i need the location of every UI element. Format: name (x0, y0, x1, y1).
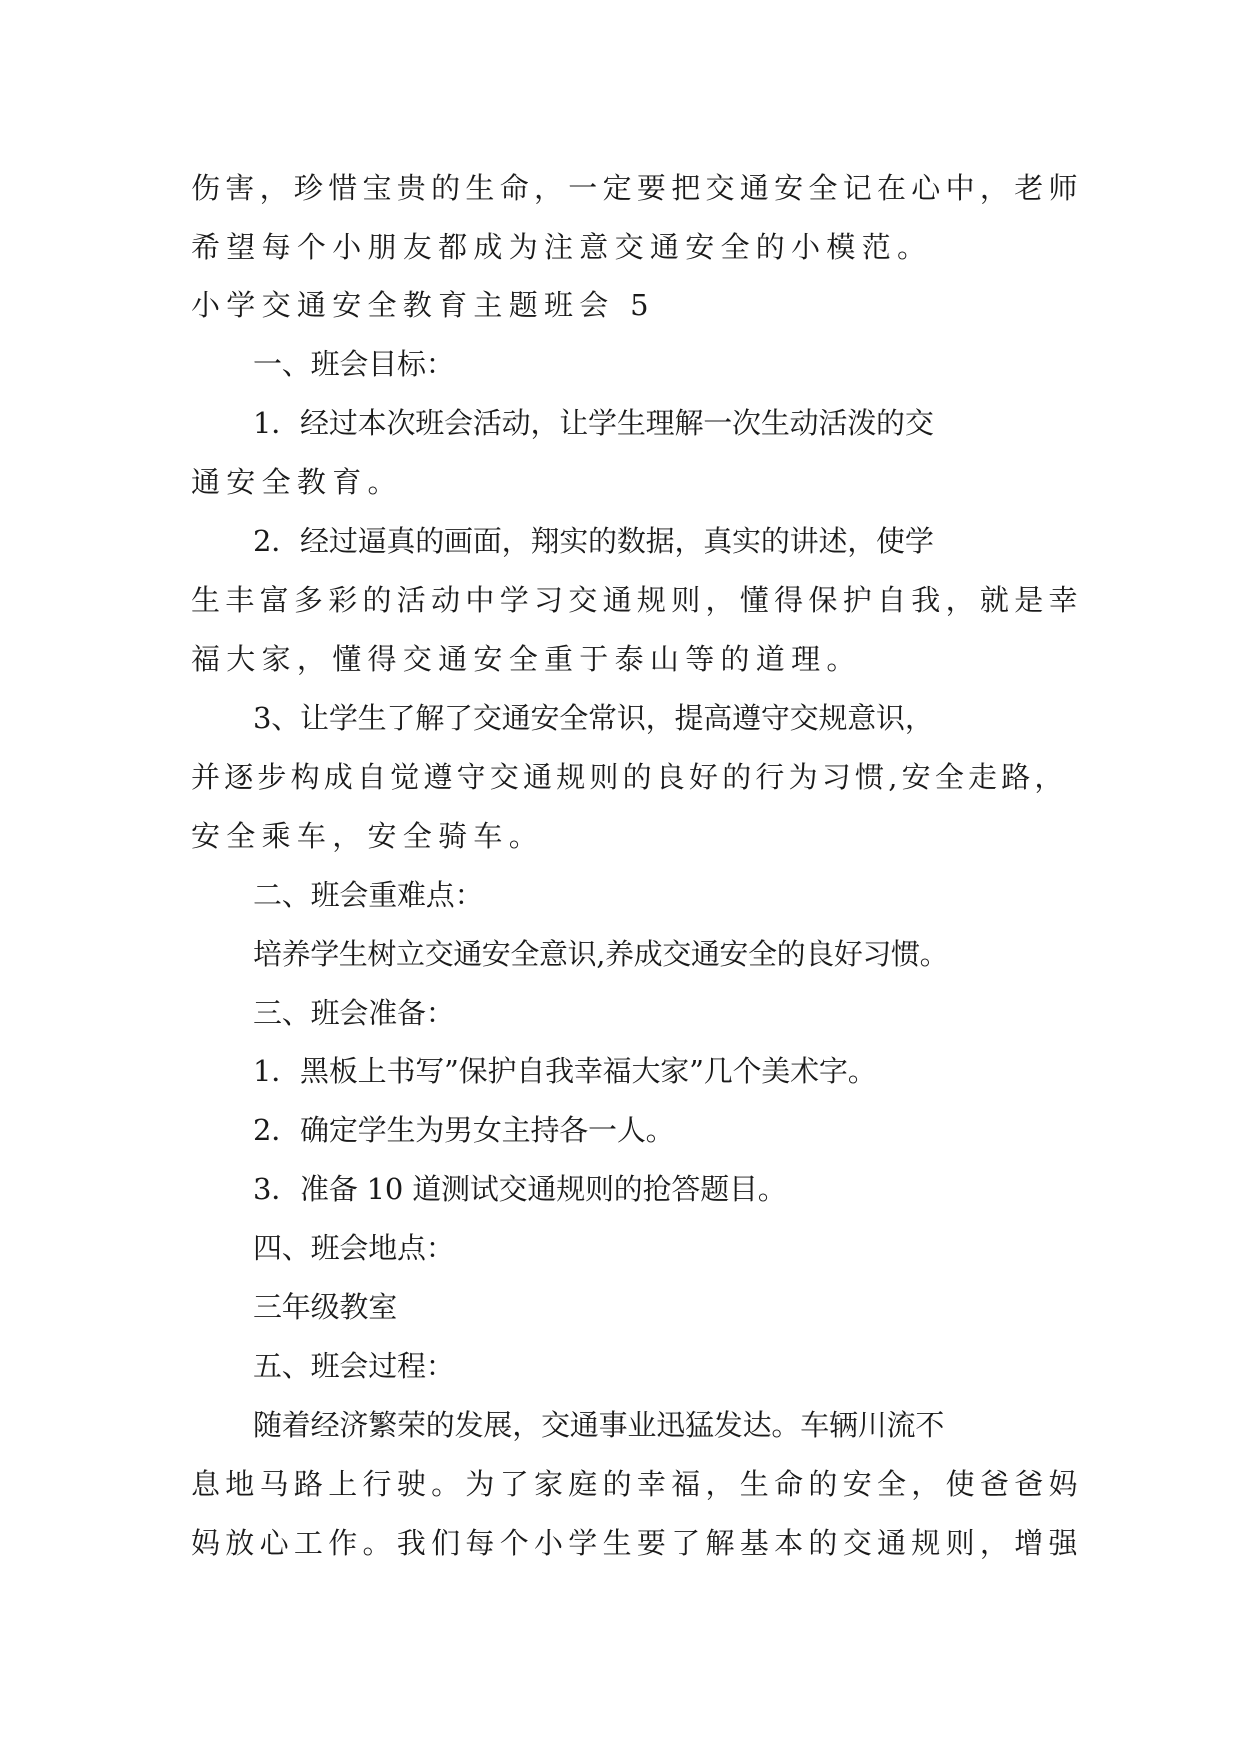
list-item: 1．黑板上书写”保护自我幸福大家”几个美术字。 (253, 1054, 877, 1088)
section-heading: 五、班会过程： (253, 1349, 455, 1383)
list-item: 2．确定学生为男女主持各一人。 (253, 1113, 675, 1147)
section-heading: 三、班会准备： (253, 996, 455, 1030)
section-title: 小学交通安全教育主题班会 5 (191, 288, 655, 322)
list-item: 3．准备 10 道测试交通规则的抢答题目。 (253, 1172, 787, 1206)
paragraph-line: 随着经济繁荣的发展，交通事业迅猛发达。车辆川流不 (253, 1408, 945, 1442)
paragraph-line: 并逐步构成自觉遵守交通规则的良好的行为习惯,安全走路， (191, 760, 1068, 794)
section-heading: 四、班会地点： (253, 1231, 455, 1265)
section-heading: 一、班会目标： (253, 347, 455, 381)
paragraph-line: 3、让学生了解了交通安全常识，提高遵守交规意识， (253, 701, 934, 735)
paragraph-line: 2．经过逼真的画面，翔实的数据，真实的讲述，使学 (253, 524, 934, 558)
paragraph-line: 妈放心工作。我们每个小学生要了解基本的交通规则，增强 (191, 1526, 1083, 1560)
paragraph-line: 希望每个小朋友都成为注意交通安全的小模范。 (191, 230, 933, 264)
paragraph-line: 息地马路上行驶。为了家庭的幸福，生命的安全，使爸爸妈 (191, 1467, 1083, 1501)
paragraph-line: 通安全教育。 (191, 465, 403, 499)
paragraph-line: 培养学生树立交通安全意识,养成交通安全的良好习惯。 (253, 937, 949, 971)
paragraph-line: 伤害，珍惜宝贵的生命，一定要把交通安全记在心中，老师 (191, 171, 1083, 205)
section-heading: 二、班会重难点： (253, 878, 484, 912)
paragraph-line: 三年级教室 (253, 1290, 398, 1324)
paragraph-line: 安全乘车，安全骑车。 (191, 819, 545, 853)
paragraph-line: 生丰富多彩的活动中学习交通规则，懂得保护自我，就是幸 (191, 583, 1083, 617)
paragraph-line: 1．经过本次班会活动，让学生理解一次生动活泼的交 (253, 406, 934, 440)
paragraph-line: 福大家，懂得交通安全重于泰山等的道理。 (191, 642, 862, 676)
